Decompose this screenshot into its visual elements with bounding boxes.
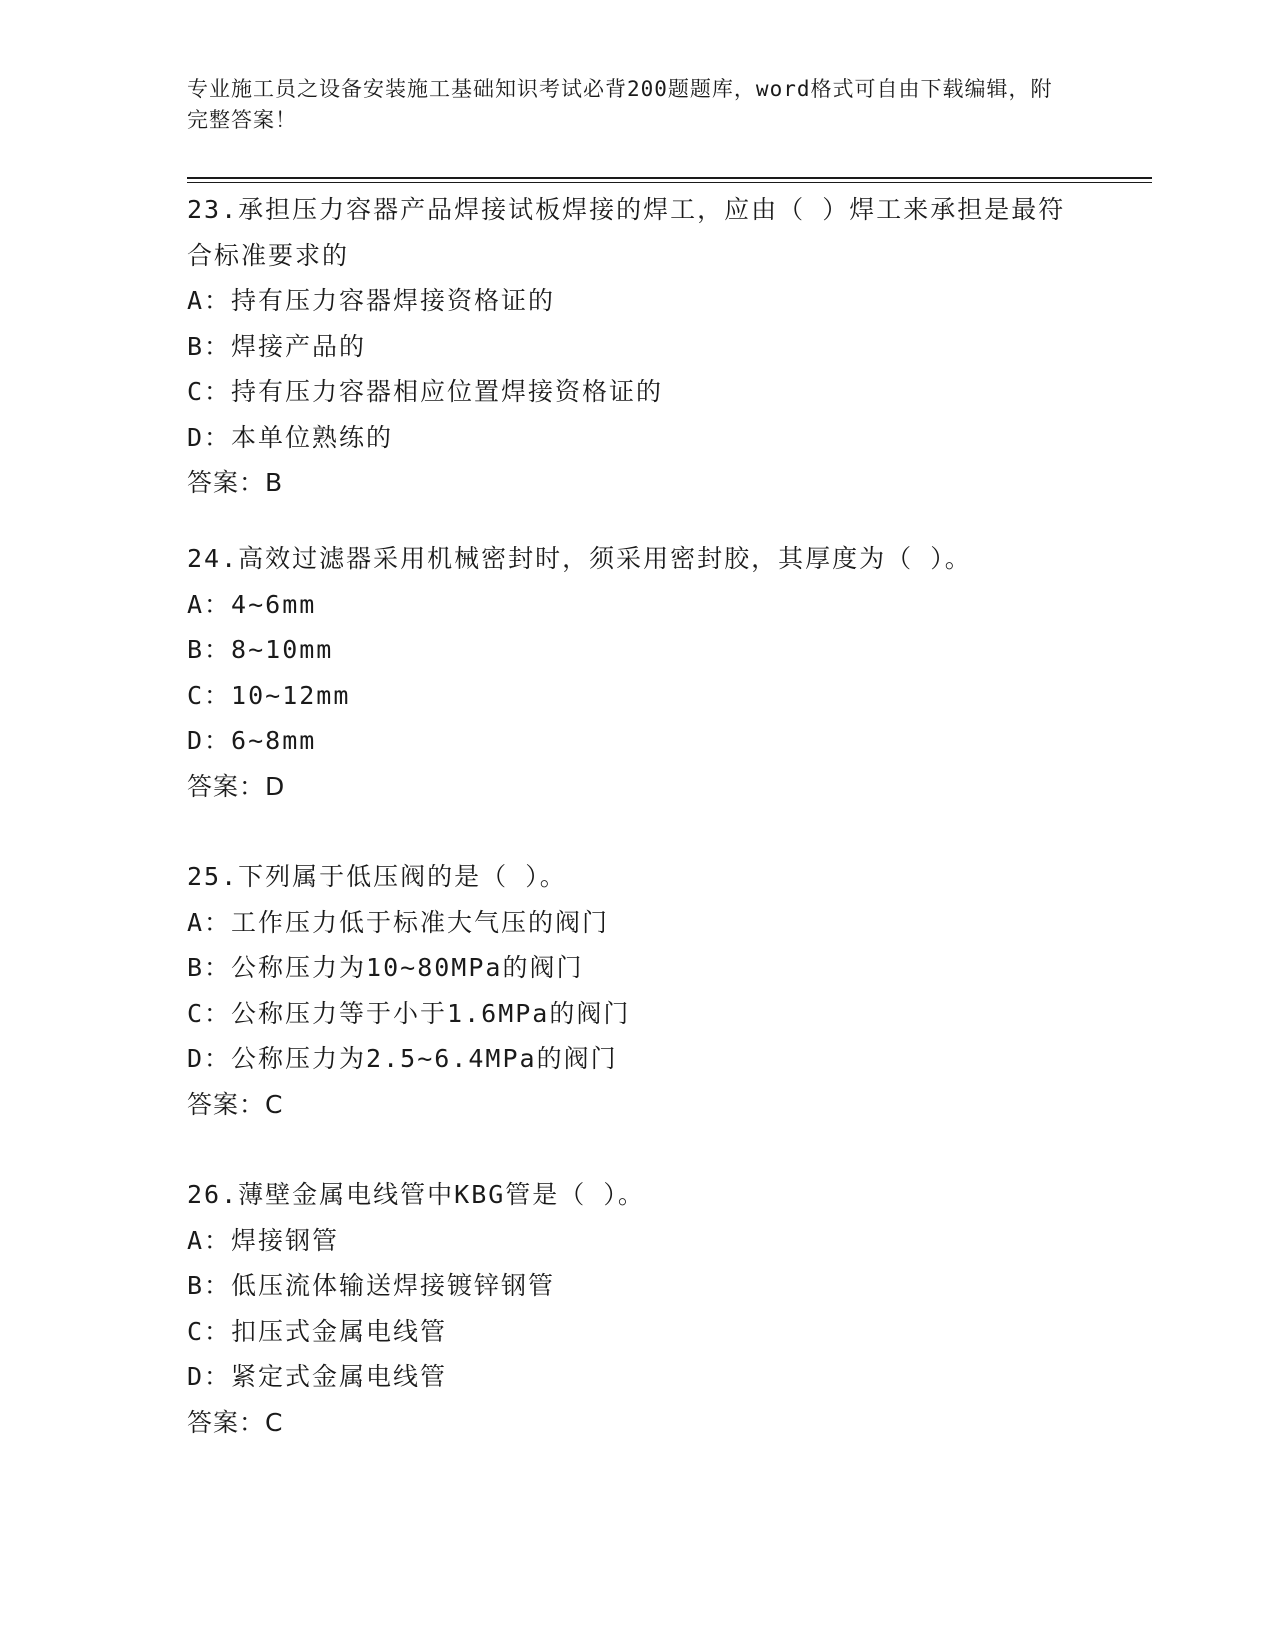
question-stem: 23.承担压力容器产品焊接试板焊接的焊工，应由（ ）焊工来承担是最符合标准要求的: [187, 195, 1066, 270]
option-b: B：8~10mm: [187, 635, 334, 664]
document-header: [187, 74, 1067, 136]
option-d: D：公称压力为2.5~6.4MPa的阀门: [187, 1044, 618, 1073]
option-c: C：10~12mm: [187, 680, 351, 710]
option-a: A：持有压力容器焊接资格证的: [187, 286, 556, 315]
header-divider-thick: [187, 177, 1152, 179]
option-a: A：焊接钢管: [187, 1225, 340, 1255]
header-title: 专业施工员之设备安装施工基础知识考试必背200题题库，word格式可自由下载编辑，附完整答案！: [187, 77, 1053, 132]
answer: 答案：D: [187, 771, 286, 801]
option-c: C：公称压力等于小于1.6MPa的阀门: [187, 998, 631, 1028]
question-24: [187, 536, 1067, 809]
question-stem: 26.薄壁金属电线管中KBG管是（ ）。: [187, 1180, 645, 1209]
answer: 答案：C: [187, 1089, 284, 1119]
question-stem: 24.高效过滤器采用机械密封时，须采用密封胶，其厚度为（ ）。: [187, 544, 972, 573]
question-23: [187, 187, 1067, 506]
option-a: A：4~6mm: [187, 589, 317, 619]
option-b: B：低压流体输送焊接镀锌钢管: [187, 1271, 556, 1300]
option-a: A：工作压力低于标准大气压的阀门: [187, 907, 610, 937]
answer: 答案：C: [187, 1407, 284, 1437]
option-d: D：紧定式金属电线管: [187, 1362, 448, 1391]
option-b: B：焊接产品的: [187, 331, 367, 361]
question-stem: 25.下列属于低压阀的是（ ）。: [187, 862, 567, 891]
option-b: B：公称压力为10~80MPa的阀门: [187, 953, 584, 982]
option-c: C：扣压式金属电线管: [187, 1316, 448, 1346]
answer: 答案：B: [187, 468, 284, 497]
option-c: C：持有压力容器相应位置焊接资格证的: [187, 377, 664, 406]
header-divider-thin: [187, 182, 1152, 183]
question-26: [187, 1172, 1067, 1445]
question-25: [187, 854, 1067, 1127]
option-d: D：6~8mm: [187, 726, 317, 755]
option-d: D：本单位熟练的: [187, 422, 394, 452]
